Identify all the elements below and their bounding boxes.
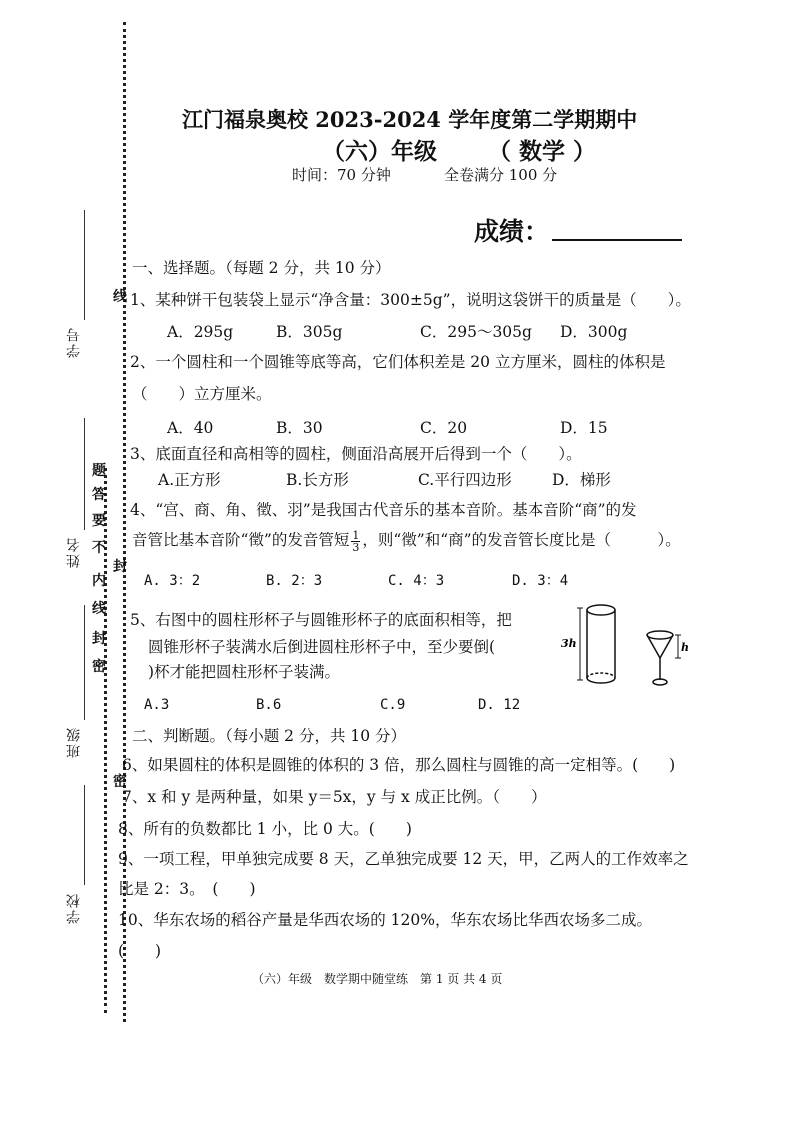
class-label: 班级 bbox=[66, 726, 82, 758]
q6-text: 6、如果圆柱的体积是圆锥的体积的 3 倍，那么圆柱与圆锥的高一定相等。( ) bbox=[122, 756, 676, 774]
seal-char-feng2: 封 bbox=[92, 631, 106, 647]
exam-title: 江门福泉奥校 2023-2024 学年度第二学期期中 bbox=[182, 107, 638, 132]
score-field[interactable] bbox=[552, 239, 682, 241]
q4-fraction-num: 1 bbox=[352, 528, 360, 542]
q3-option-a[interactable]: A.正方形 bbox=[158, 471, 221, 489]
q5-option-c[interactable]: C.9 bbox=[380, 697, 406, 713]
q4-line2-a: 音管比基本音阶“徵”的发音管短 bbox=[132, 531, 350, 549]
q3-option-b[interactable]: B.长方形 bbox=[286, 471, 349, 489]
q5-cup-figure bbox=[556, 600, 690, 695]
q10-line1: 10、华东农场的稻谷产量是华西农场的 120%，华东农场比华西农场多二成。 bbox=[118, 911, 652, 929]
seal-dotted-line-outer bbox=[123, 22, 126, 1022]
q1-option-a[interactable]: A．295g bbox=[167, 323, 234, 341]
seal-char-bu: 不 bbox=[92, 540, 106, 556]
subject-label: （ 数学 ） bbox=[488, 138, 597, 165]
name-label: 姓名 bbox=[66, 536, 82, 568]
exam-time: 时间：70 分钟 bbox=[292, 166, 391, 184]
cylinder-height-marker bbox=[577, 608, 583, 680]
q2-line2: （ ）立方厘米。 bbox=[132, 385, 272, 403]
q8-text: 8、所有的负数都比 1 小，比 0 大。( ) bbox=[118, 820, 412, 838]
seal-char-xian: 线 bbox=[113, 289, 127, 305]
q2-option-b[interactable]: B．30 bbox=[276, 419, 323, 437]
q4-option-a[interactable]: A. 3：2 bbox=[144, 573, 201, 589]
school-field[interactable] bbox=[84, 785, 85, 885]
q2-option-c[interactable]: C．20 bbox=[420, 419, 468, 437]
q5-option-d[interactable]: D. 12 bbox=[478, 697, 521, 713]
q4-fraction bbox=[351, 530, 360, 553]
q4-line2-b: ，则“徵”和“商”的发音管长度比是（ ）。 bbox=[362, 531, 681, 549]
q5-option-a[interactable]: A.3 bbox=[144, 697, 170, 713]
student-id-field[interactable] bbox=[84, 210, 85, 320]
q10-line2: ( ) bbox=[118, 942, 162, 960]
q7-text: 7、x 和 y 是两种量，如果 y＝5x，y 与 x 成正比例。（ ） bbox=[122, 788, 547, 806]
cone-cup bbox=[647, 631, 673, 685]
name-field[interactable] bbox=[84, 418, 85, 530]
q9-line1: 9、一项工程，甲单独完成要 8 天，乙单独完成要 12 天，甲，乙两人的工作效率之 bbox=[118, 850, 689, 868]
q5-line1: 5、右图中的圆柱形杯子与圆锥形杯子的底面积相等，把 bbox=[130, 611, 512, 629]
q5-line3: )杯才能把圆柱形杯子装满。 bbox=[148, 663, 341, 681]
q3-option-d[interactable]: D．梯形 bbox=[552, 471, 611, 489]
q4-fraction-den: 3 bbox=[352, 540, 360, 554]
q3-text: 3、底面直径和高相等的圆柱，侧面沿高展开后得到一个（ ）。 bbox=[130, 445, 582, 463]
q4-option-d[interactable]: D. 3：4 bbox=[512, 573, 569, 589]
score-label: 成绩： bbox=[474, 217, 550, 246]
student-id-label: 学号 bbox=[66, 326, 82, 358]
q1-option-c[interactable]: C．295～305g bbox=[420, 323, 532, 341]
q1-option-d[interactable]: D．300g bbox=[560, 323, 628, 341]
q1-option-b[interactable]: B．305g bbox=[276, 323, 343, 341]
q4-line1: 4、“宫、商、角、徵、羽”是我国古代音乐的基本音阶。基本音阶“商”的发 bbox=[130, 501, 637, 519]
page-footer: （六）年级 数学期中随堂练 第 1 页 共 4 页 bbox=[252, 972, 503, 986]
full-score: 全卷满分 100 分 bbox=[444, 166, 558, 184]
section2-heading: 二、判断题。（每小题 2 分，共 10 分） bbox=[132, 727, 407, 745]
seal-char-da: 答 bbox=[92, 487, 106, 503]
q3-option-c[interactable]: C.平行四边形 bbox=[418, 471, 512, 489]
school-label: 学校 bbox=[66, 892, 82, 924]
cylinder-height-label: 3h bbox=[561, 637, 577, 650]
section1-heading: 一、选择题。（每题 2 分，共 10 分） bbox=[132, 259, 391, 277]
q4-line2 bbox=[132, 528, 681, 553]
q5-line2: 圆锥形杯子装满水后倒进圆柱形杯子中，至少要倒( bbox=[148, 638, 496, 656]
seal-char-mi2: 密 bbox=[92, 659, 106, 675]
cone-height-label: h bbox=[681, 641, 689, 654]
q2-line1: 2、一个圆柱和一个圆锥等底等高，它们体积差是 20 立方厘米，圆柱的体积是 bbox=[130, 353, 666, 371]
q2-option-d[interactable]: D．15 bbox=[560, 419, 608, 437]
seal-char-ti: 题 bbox=[92, 463, 106, 479]
seal-char-mi: 密 bbox=[113, 774, 127, 790]
q9-line2: 比是 2：3。 ( ) bbox=[118, 880, 256, 898]
class-field[interactable] bbox=[84, 605, 85, 720]
q2-option-a[interactable]: A．40 bbox=[167, 419, 214, 437]
q4-option-c[interactable]: C. 4：3 bbox=[388, 573, 445, 589]
cylinder-cup bbox=[587, 605, 615, 683]
q4-option-b[interactable]: B. 2：3 bbox=[266, 573, 323, 589]
seal-char-yao: 要 bbox=[92, 513, 106, 529]
q5-option-b[interactable]: B.6 bbox=[256, 697, 282, 713]
seal-char-feng: 封 bbox=[113, 559, 127, 575]
seal-char-nei: 内 bbox=[92, 573, 106, 589]
grade-label: （六）年级 bbox=[322, 138, 437, 165]
q1-text: 1、某种饼干包装袋上显示“净含量：300±5g”，说明这袋饼干的质量是（ ）。 bbox=[130, 291, 691, 309]
seal-char-xian2: 线 bbox=[92, 601, 106, 617]
